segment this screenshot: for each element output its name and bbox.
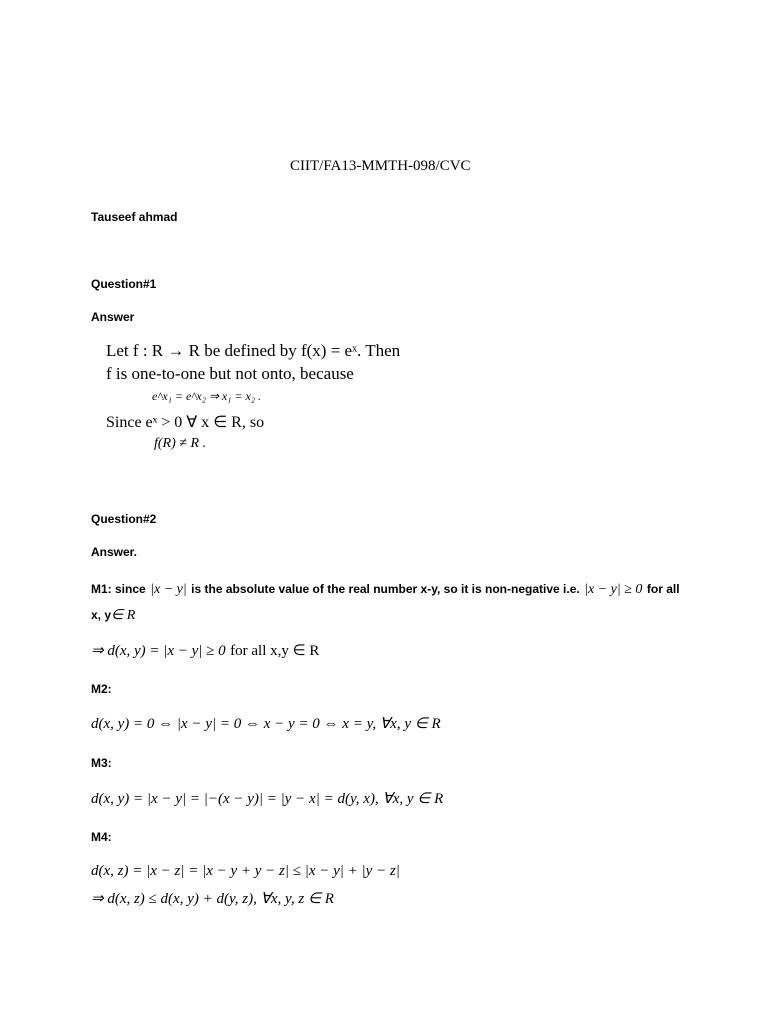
m1-statement <box>91 580 680 598</box>
m4-label: M4: <box>91 830 112 844</box>
question-1-heading: Question#1 <box>91 277 157 291</box>
m2-label: M2: <box>91 682 112 696</box>
m1-middle-text: is the absolute value of the real number x-y, so it is non-negative i.e. <box>191 582 580 596</box>
m1-result <box>91 641 319 660</box>
author-name: Tauseef ahmad <box>91 210 178 224</box>
m1-abs-expression: |x − y| <box>150 582 187 597</box>
question-1-answer-label: Answer <box>91 310 135 324</box>
m4-equation-2: ⇒ d(x, z) ≤ d(x, y) + d(y, z), ∀x, y, z ∈ R <box>91 891 334 907</box>
m1-statement-line-2 <box>91 606 135 624</box>
m1-prefix: M1: since <box>91 582 146 596</box>
m1-membership: ∈ R <box>111 608 136 623</box>
m3-equation: d(x, y) = |x − y| = |−(x − y)| = |y − x| = d(y, x), ∀x, y ∈ R <box>91 791 444 807</box>
q1-line-3: e^x₁ = e^x₂ ⇒ x₁ = x₂ . <box>152 389 262 403</box>
m1-result-math: ⇒ d(x, y) = |x − y| ≥ 0 <box>91 643 226 659</box>
question-2-answer-label: Answer. <box>91 545 138 559</box>
m2-equation: d(x, y) = 0 ⇔ |x − y| = 0 ⇔ x − y = 0 ⇔ x = y, ∀x, y ∈ R <box>91 716 441 732</box>
m1-result-text: for all x,y ∈ R <box>230 643 320 659</box>
m1-inequality: |x − y| ≥ 0 <box>584 582 643 597</box>
document-code: CIIT/FA13-MMTH-098/CVC <box>290 158 471 174</box>
q1-line-2: f is one-to-one but not onto, because <box>106 364 354 383</box>
m3-label: M3: <box>91 756 112 770</box>
m1-variables: x, y <box>91 608 112 622</box>
q1-line-1: Let f : R → R be defined by f(x) = eˣ. Then <box>106 341 401 360</box>
m1-tail: for all <box>646 582 680 596</box>
question-2-heading: Question#2 <box>91 512 157 526</box>
m4-equation-1: d(x, z) = |x − z| = |x − y + y − z| ≤ |x − y| + |y − z| <box>91 863 400 879</box>
q1-line-5: f(R) ≠ R . <box>154 436 207 451</box>
q1-line-4: Since eˣ > 0 ∀ x ∈ R, so <box>106 414 265 431</box>
